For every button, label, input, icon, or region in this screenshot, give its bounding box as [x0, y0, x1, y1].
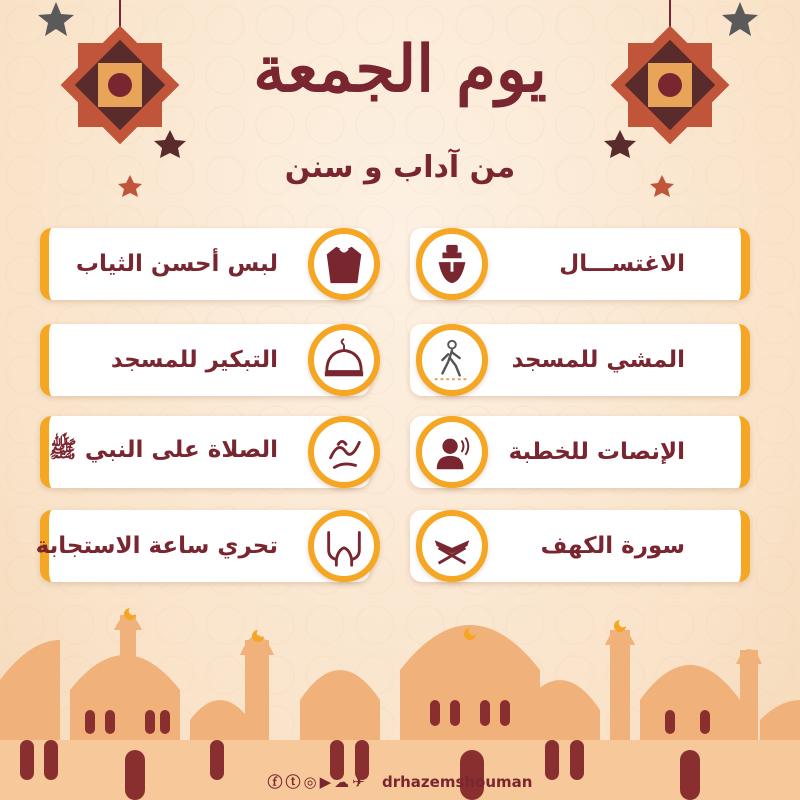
- telegram-icon[interactable]: ✈: [352, 773, 368, 791]
- star-top-right-icon: [720, 0, 760, 40]
- page-title: يوم الجمعة: [253, 32, 547, 107]
- bathing-icon: [416, 228, 488, 300]
- shirt-icon: [308, 228, 380, 300]
- footer-handle[interactable]: drhazemshouman: [381, 773, 533, 791]
- card-label: الإنصات للخطبة: [508, 439, 685, 465]
- social-media-icons: [268, 773, 376, 791]
- instagram-icon[interactable]: ◎: [303, 773, 320, 791]
- praying-hands-icon: [308, 510, 380, 582]
- card-label: سورة الكهف: [540, 533, 685, 559]
- facebook-icon[interactable]: ⓕ: [267, 773, 286, 791]
- listening-person-icon: [416, 416, 488, 488]
- card-label: لبس أحسن الثياب: [75, 251, 278, 277]
- card-label: تحري ساعة الاستجابة: [35, 533, 278, 559]
- card-label: الاغتســـال: [559, 251, 685, 277]
- mosque-skyline-illustration: [0, 600, 800, 800]
- mosque-dome-icon: [308, 324, 380, 396]
- page-subtitle: من آداب و سنن: [284, 150, 516, 185]
- soundcloud-icon[interactable]: ☁: [334, 773, 353, 791]
- quran-stand-icon: [416, 510, 488, 582]
- card-label: المشي للمسجد: [511, 347, 685, 373]
- youtube-icon[interactable]: ▶: [319, 773, 335, 791]
- card-label: الصلاة على النبي ﷺ: [49, 437, 278, 463]
- walking-person-icon: [416, 324, 488, 396]
- card-label: التبكير للمسجد: [110, 347, 278, 373]
- muhammad-calligraphy-icon: [308, 416, 380, 488]
- star-top-left-icon: [36, 0, 76, 40]
- footer: [0, 771, 800, 792]
- twitter-icon[interactable]: ⓣ: [285, 773, 304, 791]
